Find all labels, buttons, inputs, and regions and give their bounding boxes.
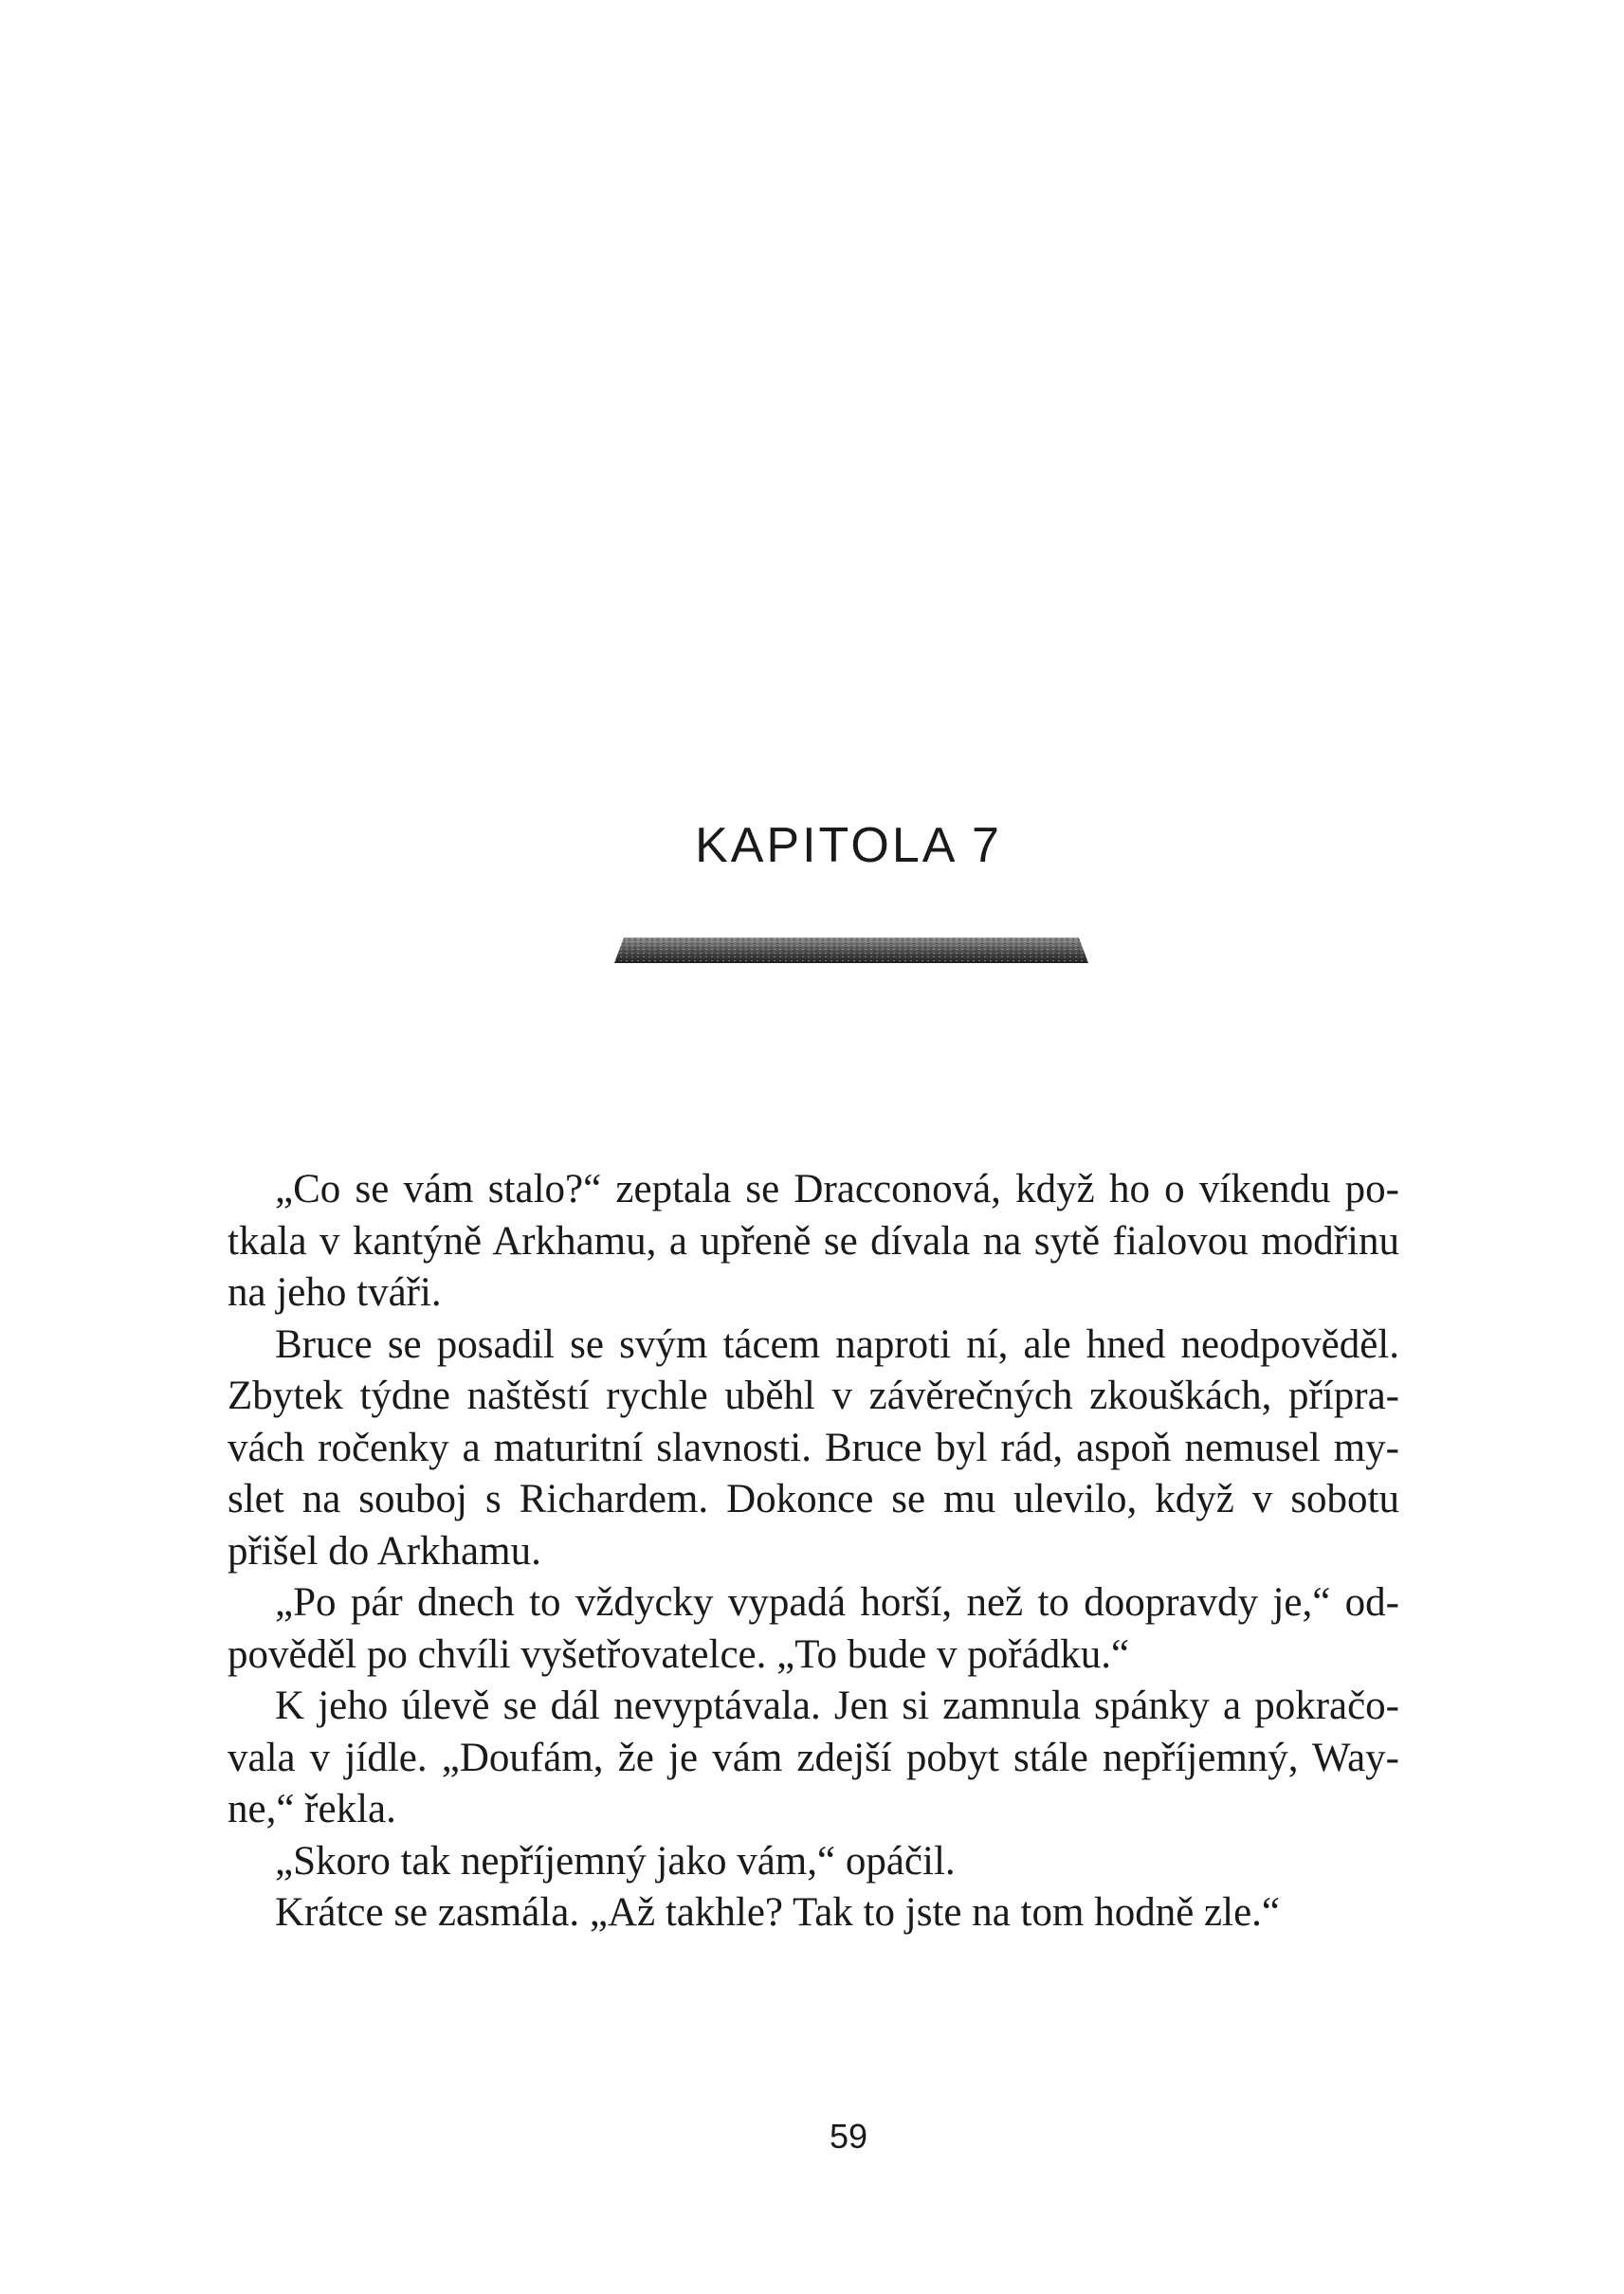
text-line: vách ročenky a maturitní slavnosti. Bruce byl rád, aspoň nemusel my- <box>228 1425 1399 1470</box>
text-line: Krátce se zasmála. „Až takhle? Tak to jste na tom hodně zle.“ <box>275 1890 1280 1935</box>
text-line: pověděl po chvíli vyšetřovatelce. „To bude v pořádku.“ <box>228 1631 1130 1677</box>
body-text <box>228 1164 1399 1939</box>
text-line: K jeho úlevě se dál nevyptávala. Jen si zamnula spánky a pokračo- <box>275 1684 1399 1728</box>
text-line: přišel do Arkhamu. <box>228 1528 541 1574</box>
text-line: tkala v kantýně Arkhamu, a upřeně se dívala na sytě fialovou modřinu <box>228 1218 1399 1264</box>
text-line: vala v jídle. „Doufám, že je vám zdejší pobyt stále nepříjemný, Way- <box>228 1735 1399 1780</box>
text-line: ne,“ řekla. <box>228 1787 396 1831</box>
text-line: Zbytek týdne naštěstí rychle uběhl v závěrečných zkouškách, přípra- <box>228 1374 1399 1418</box>
text-line: „Co se vám stalo?“ zeptala se Dracconová, když ho o víkendu po- <box>275 1167 1399 1211</box>
text-line: Bruce se posadil se svým tácem naproti ní, ale hned neodpověděl. <box>275 1321 1399 1367</box>
text-line: na jeho tváři. <box>228 1270 442 1315</box>
text-line: „Po pár dnech to vždycky vypadá horší, než to doopravdy je,“ od- <box>275 1580 1399 1625</box>
chapter-ornament-bar <box>614 934 1088 964</box>
page-number: 59 <box>829 2117 868 2156</box>
chapter-title: KAPITOLA 7 <box>695 818 1002 873</box>
text-line: „Skoro tak nepříjemný jako vám,“ opáčil. <box>275 1838 956 1884</box>
text-line: slet na souboj s Richardem. Dokonce se mu ulevilo, když v sobotu <box>228 1477 1399 1521</box>
